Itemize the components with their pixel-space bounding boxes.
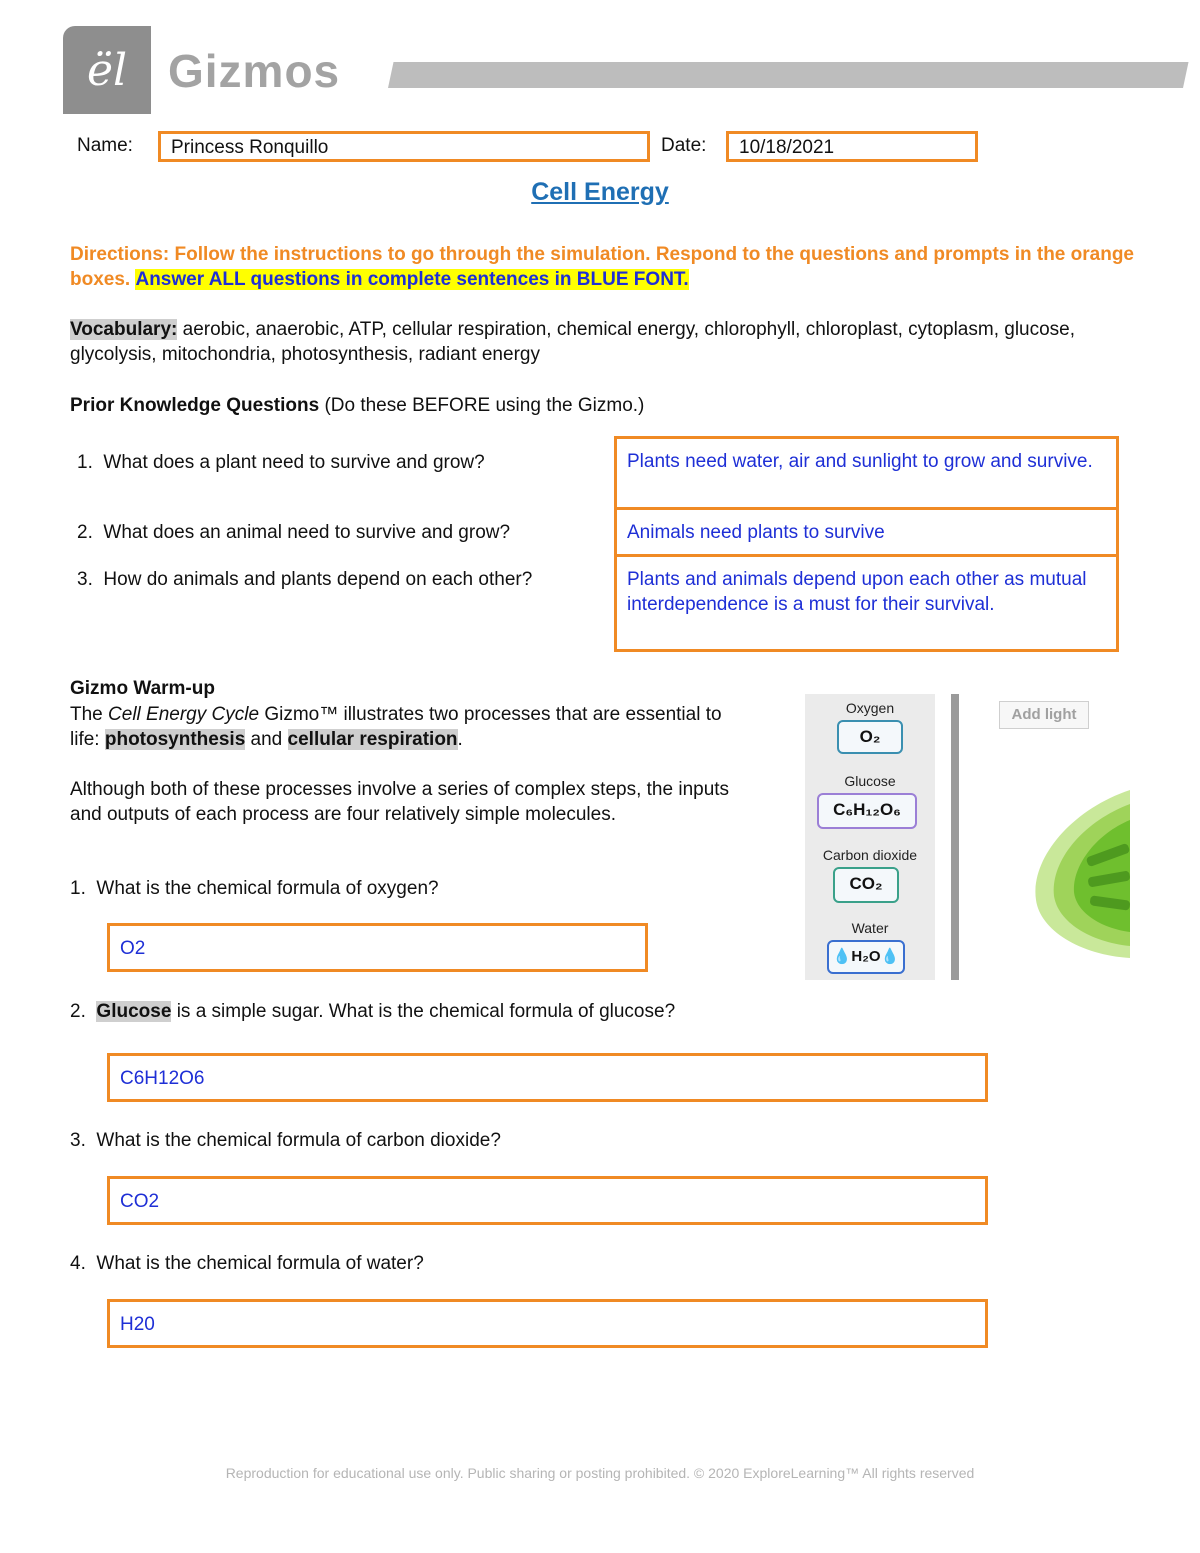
prior-knowledge-heading (70, 395, 644, 417)
warmup-question-num: 4. (70, 1253, 86, 1274)
oxygen-molecule-chip[interactable]: O₂ (837, 720, 903, 754)
warmup-answer-3[interactable]: CO2 (107, 1176, 988, 1225)
warmup-answer-4[interactable]: H20 (107, 1299, 988, 1348)
warmup-question-num: 2. (70, 1001, 86, 1022)
pk-question-num: 2. (77, 522, 93, 543)
warmup-question-num: 1. (70, 878, 86, 899)
warmup-question-num: 3. (70, 1130, 86, 1151)
panel-divider (951, 694, 959, 980)
warmup-heading: Gizmo Warm-up (70, 678, 215, 699)
vocabulary-label: Vocabulary: (70, 319, 178, 340)
vocabulary-terms: aerobic, anaerobic, ATP, cellular respiration, chemical energy, chlorophyll, chloroplast, cytoplasm, glucose, glycolysis, mitochondria, photosynthesis, radiant energy (70, 319, 1076, 365)
name-label: Name: (77, 135, 133, 156)
pk-answer-3[interactable]: Plants and animals depend upon each other as mutual interdependence is a must for their survival. (627, 569, 1087, 615)
logo-badge (63, 26, 151, 114)
pk-question-text: What does an animal need to survive and grow? (103, 522, 511, 543)
directions-orange: Directions: Follow the instructions to go through the simulation. Respond to the questions and prompts in the orange boxes. (70, 244, 1134, 290)
pk-question-num: 1. (77, 452, 93, 473)
pk-question-3 (77, 567, 607, 592)
pk-answer-2[interactable]: Animals need plants to survive (617, 510, 1116, 557)
add-light-button[interactable]: Add light (999, 701, 1089, 729)
term-glucose: Glucose (96, 1001, 172, 1022)
pk-question-text: What does a plant need to survive and grow? (103, 452, 485, 473)
warmup-question-3 (70, 1128, 501, 1153)
warmup-question-text: What is the chemical formula of oxygen? (96, 878, 439, 899)
pk-question-1 (77, 450, 607, 475)
warmup-intro-text: and (250, 729, 283, 750)
carbon-dioxide-label: Carbon dioxide (822, 847, 918, 863)
chloroplast-icon (1030, 790, 1130, 960)
directions (70, 242, 1140, 292)
warmup-answer-1[interactable]: O2 (107, 923, 648, 972)
water-label: Water (851, 920, 889, 936)
warmup-question-1 (70, 876, 439, 901)
pk-question-num: 3. (77, 569, 93, 590)
pk-question-2 (77, 520, 607, 545)
warmup-intro-text: Gizmo™ illustrates two processes that are essential to life: (70, 704, 722, 750)
warmup-intro (70, 702, 740, 752)
warmup-question-2 (70, 999, 675, 1024)
explorelearning-logo-icon: ël (86, 44, 128, 96)
header-bar (388, 62, 1189, 88)
prior-knowledge-title: Prior Knowledge Questions (70, 395, 320, 416)
carbon-dioxide-molecule-chip[interactable]: CO₂ (833, 867, 899, 903)
prior-knowledge-note: (Do these BEFORE using the Gizmo.) (324, 395, 645, 416)
warmup-answer-2[interactable]: C6H12O6 (107, 1053, 988, 1102)
footer-copyright: Reproduction for educational use only. Public sharing or posting prohibited. © 2020 ExploreLearning™ All rights reserved (225, 1465, 975, 1481)
glucose-label: Glucose (844, 773, 896, 789)
warmup-question-text: is a simple sugar. What is the chemical formula of glucose? (176, 1001, 676, 1022)
vocabulary (70, 317, 1140, 367)
glucose-molecule-chip[interactable]: C₆H₁₂O₆ (817, 793, 917, 829)
date-label: Date: (661, 135, 707, 156)
warmup-paragraph: Although both of these processes involve a series of complex steps, the inputs and outputs of each process are four relatively simple molecules. (70, 779, 730, 825)
warmup-question-text: What is the chemical formula of carbon dioxide? (96, 1130, 501, 1151)
pk-answer-1[interactable]: Plants need water, air and sunlight to grow and survive. (617, 439, 1116, 510)
name-field[interactable]: Princess Ronquillo (158, 131, 650, 162)
water-molecule-chip[interactable]: 💧H₂O💧 (827, 940, 905, 974)
warmup-question-4 (70, 1251, 424, 1276)
page-title: Cell Energy (531, 178, 669, 206)
date-field[interactable]: 10/18/2021 (726, 131, 978, 162)
pk-question-text: How do animals and plants depend on each other? (103, 569, 533, 590)
warmup-question-text: What is the chemical formula of water? (96, 1253, 424, 1274)
gizmo-name: Cell Energy Cycle (108, 704, 260, 725)
pk-answer-table (614, 436, 1119, 652)
logo-wordmark: Gizmos (168, 45, 341, 97)
term-cellular-respiration: cellular respiration (287, 729, 458, 750)
directions-blue: Answer ALL questions in complete sentences in BLUE FONT. (135, 269, 689, 290)
gizmo-molecule-panel (805, 694, 935, 980)
oxygen-label: Oxygen (845, 700, 895, 716)
warmup-intro-text: The (70, 704, 103, 725)
warmup-intro-text: . (457, 729, 463, 750)
term-photosynthesis: photosynthesis (104, 729, 246, 750)
